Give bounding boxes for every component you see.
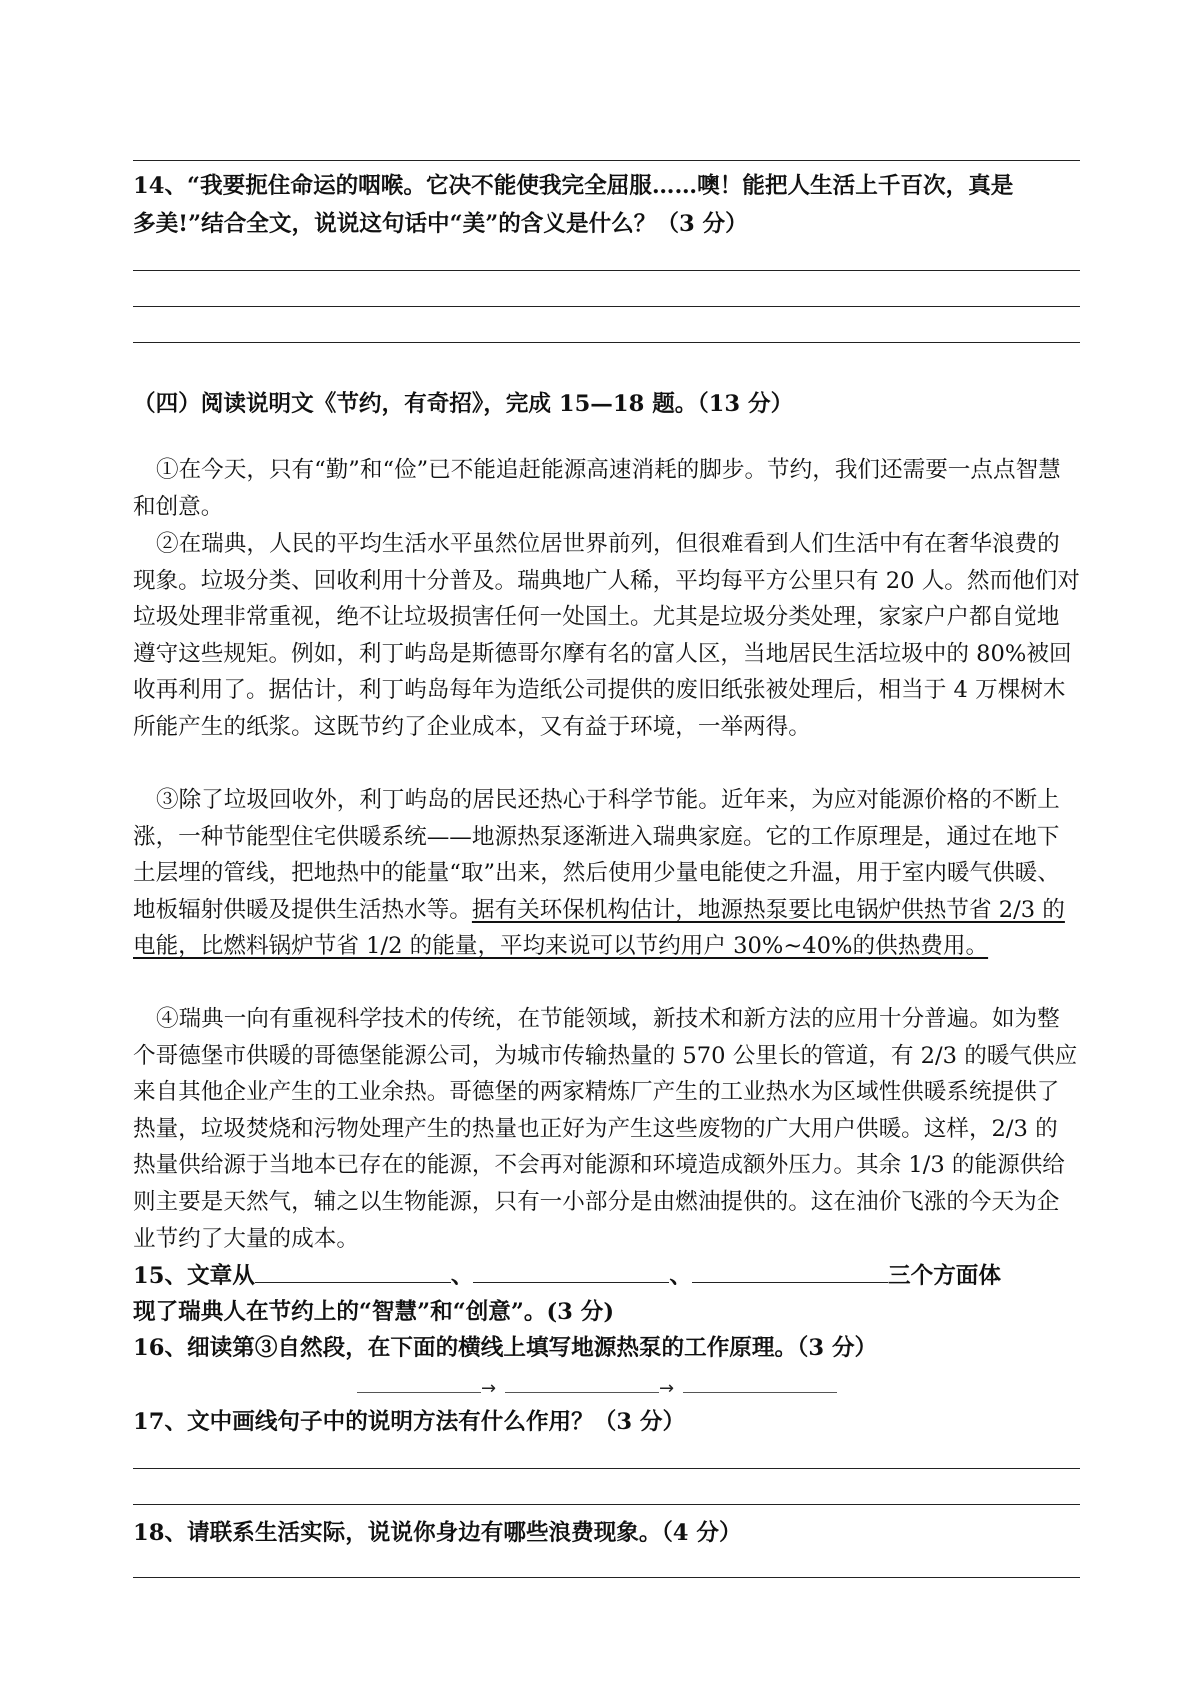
article-paragraph-1 — [133, 452, 1080, 525]
fill-blank[interactable] — [692, 1258, 888, 1283]
question-18: 18、请联系生活实际，说说你身边有哪些浪费现象。（4 分） — [133, 1520, 742, 1546]
fill-blank[interactable] — [473, 1258, 669, 1283]
question-15-suffix: 三个方面体 — [888, 1263, 1001, 1289]
arrow-right-icon: → — [659, 1378, 675, 1399]
arrow-right-icon: → — [481, 1378, 497, 1399]
article-paragraph-3 — [133, 782, 1080, 965]
section-heading: （四）阅读说明文《节约，有奇招》，完成 15—18 题。（13 分） — [133, 391, 794, 417]
question-15-line2: 现了瑞典人在节约上的“智慧”和“创意”。(3 分) — [133, 1299, 615, 1325]
answer-line[interactable] — [133, 160, 1080, 161]
answer-line[interactable] — [133, 1577, 1080, 1578]
fill-blank[interactable] — [505, 1392, 659, 1393]
article-paragraph-4 — [133, 1001, 1080, 1257]
question-14-line2: 多美!”结合全文，说说这句话中“美”的含义是什么？（3 分） — [133, 211, 748, 237]
question-17: 17、文中画线句子中的说明方法有什么作用？（3 分） — [133, 1409, 686, 1435]
paragraph-text: ③除了垃圾回收外，利丁屿岛的居民还热心于科学节能。近年来，为应对能源价格的不断上涨，一种节能型住宅供暖系统——地源热泵逐渐进入瑞典家庭。它的工作原理是，通过在地下土层埋的管线，把地热中的能量“取”出来，然后使用少量电能使之升温，用于室内暖气供暖、地板辐射供暖及提供生活热水等。 — [133, 787, 1060, 923]
fill-blank[interactable] — [683, 1392, 837, 1393]
answer-line[interactable] — [133, 1468, 1080, 1469]
fill-blank[interactable] — [357, 1392, 481, 1393]
paragraph-text: ④瑞典一向有重视科学技术的传统，在节能领域，新技术和新方法的应用十分普遍。如为整个哥德堡市供暖的哥德堡能源公司，为城市传输热量的 570 公里长的管道，有 2/3 的暖气供应来自其他企业产生的工业余热。哥德堡的两家精炼厂产生的工业热水为区域性供暖系统提供了热量，垃圾焚烧和污物处理产生的热量也正好为产生这些废物的广大用户供暖。这样，2/3 的热量供给源于当地本已存在的能源，不会再对能源和环境造成额外压力。其余 1/3 的能源供给则主要是天然气，辅之以生物能源，只有一小部分是由燃油提供的。这在油价飞涨的今天为企业节约了大量的成本。 — [133, 1006, 1078, 1252]
paragraph-text: ①在今天，只有“勤”和“俭”已不能追赶能源高速消耗的脚步。节约，我们还需要一点点智慧和创意。 — [133, 457, 1061, 520]
answer-line[interactable] — [133, 306, 1080, 307]
question-14-line1: 14、“我要扼住命运的咽喉。它决不能使我完全屈服……噢！能把人生活上千百次，真是 — [133, 173, 1014, 199]
answer-line[interactable] — [133, 342, 1080, 343]
answer-line[interactable] — [133, 1504, 1080, 1505]
question-15-line1 — [133, 1258, 1001, 1294]
answer-line[interactable] — [133, 270, 1080, 271]
question-15-prefix: 15、文章从 — [133, 1263, 255, 1289]
separator: 、 — [450, 1263, 474, 1289]
article-paragraph-2 — [133, 526, 1080, 746]
separator: 、 — [669, 1263, 693, 1289]
fill-blank[interactable] — [255, 1258, 451, 1283]
paragraph-text: ②在瑞典，人民的平均生活水平虽然位居世界前列，但很难看到人们生活中有在奢华浪费的现象。垃圾分类、回收利用十分普及。瑞典地广人稀，平均每平方公里只有 20 人。然而他们对垃圾处理非常重视，绝不让垃圾损害任何一处国土。尤其是垃圾分类处理，家家户户都自觉地遵守这些规矩。例如，利丁屿岛是斯德哥尔摩有名的富人区，当地居民生活垃圾中的 80%被回收再利用了。据估计，利丁屿岛每年为造纸公司提供的废旧纸张被处理后，相当于 4 万棵树木所能产生的纸浆。这既节约了企业成本，又有益于环境，一举两得。 — [133, 531, 1080, 740]
underlined-sentence: 据有关环保机构估计，地源热泵要比电锅炉供热节省 2/3 的电能，比燃料锅炉节省 1/2 的能量，平均来说可以节约用户 30%~40%的供热费用。 — [133, 896, 1065, 960]
question-16: 16、细读第③自然段，在下面的横线上填写地源热泵的工作原理。（3 分） — [133, 1335, 878, 1361]
